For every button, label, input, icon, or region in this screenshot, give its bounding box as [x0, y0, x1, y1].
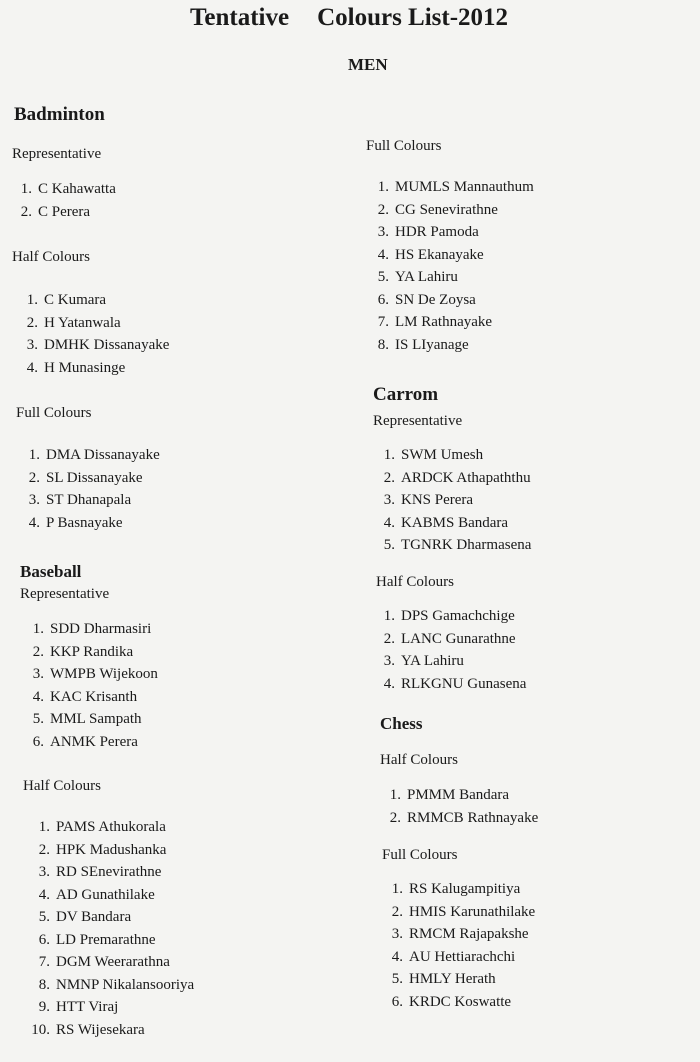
list-item-number: 1. — [391, 881, 403, 897]
list-item-number: 2. — [391, 903, 403, 920]
baseball-half-colours-list — [26, 816, 194, 1041]
list-item-number: 1. — [383, 608, 395, 624]
list-item — [381, 901, 535, 924]
list-item — [373, 650, 526, 673]
list-item — [26, 816, 194, 839]
list-item — [16, 289, 169, 312]
list-item-name: DMHK Dissanayake — [44, 337, 170, 353]
list-item-number: 8. — [38, 976, 50, 993]
list-item-name: YA Lahiru — [401, 653, 464, 669]
list-item — [367, 334, 534, 357]
list-item-name: KRDC Koswatte — [409, 993, 512, 1010]
list-item-number: 3. — [32, 666, 44, 682]
list-item-number: 3. — [391, 926, 403, 942]
list-item-name: DMA Dissanayake — [46, 447, 160, 463]
list-item — [26, 884, 194, 907]
list-item — [367, 221, 534, 244]
list-item-number: 4. — [38, 886, 50, 903]
list-item — [367, 311, 534, 334]
list-item — [16, 334, 169, 357]
list-item-name: C Perera — [38, 203, 91, 220]
list-item-number: 2. — [20, 203, 32, 220]
list-item — [367, 199, 534, 222]
list-item-number: 1. — [38, 819, 50, 835]
list-item-name: AU Hettiarachchi — [409, 948, 516, 965]
list-item-number: 3. — [383, 653, 395, 669]
list-item — [381, 923, 535, 946]
list-item-name: HPK Madushanka — [56, 841, 167, 858]
list-item-number: 4. — [26, 359, 38, 376]
list-item — [10, 201, 116, 224]
list-item — [381, 946, 535, 969]
list-item — [373, 512, 531, 535]
list-item-number: 2. — [383, 469, 395, 486]
list-item — [373, 605, 526, 628]
list-item-number: 2. — [389, 809, 401, 826]
list-item — [26, 1019, 194, 1042]
list-item-name: WMPB Wijekoon — [50, 666, 158, 682]
list-item — [22, 708, 158, 731]
list-item-number: 2. — [28, 469, 40, 486]
baseball-representative-label: Representative — [20, 586, 110, 602]
list-item-number: 1. — [32, 621, 44, 637]
list-item-name: RS Kalugampitiya — [409, 881, 521, 897]
list-item-name: NMNP Nikalansooriya — [56, 976, 195, 993]
list-item — [16, 312, 169, 335]
list-item-name: PMMM Bandara — [407, 787, 510, 803]
list-item-number: 3. — [26, 337, 38, 353]
badminton-full-colours-list — [18, 444, 160, 534]
list-item — [26, 906, 194, 929]
list-item — [22, 731, 158, 754]
list-item — [381, 991, 535, 1014]
list-item-name: YA Lahiru — [395, 269, 458, 285]
list-item-number: 1. — [389, 787, 401, 803]
list-item-number: 4. — [383, 675, 395, 692]
list-item-number: 2. — [38, 841, 50, 858]
list-item-name: MML Sampath — [50, 711, 142, 727]
baseball-half-colours-label: Half Colours — [23, 778, 101, 794]
list-item-name: LM Rathnayake — [395, 314, 493, 330]
list-item-name: SWM Umesh — [401, 447, 484, 463]
list-item-name: SDD Dharmasiri — [50, 621, 152, 637]
list-item-number: 2. — [26, 314, 38, 331]
list-item — [367, 176, 534, 199]
list-item-number: 5. — [391, 971, 403, 987]
list-item-name: ST Dhanapala — [46, 492, 132, 508]
list-item — [16, 357, 169, 380]
baseball-representative-list — [22, 618, 158, 753]
list-item-name: SL Dissanayake — [46, 469, 143, 486]
list-item-number: 8. — [377, 336, 389, 353]
list-item-name: HMLY Herath — [409, 971, 496, 987]
list-item — [367, 266, 534, 289]
list-item-number: 6. — [391, 993, 403, 1010]
list-item-name: HTT Viraj — [56, 999, 119, 1015]
list-item-number: 1. — [26, 292, 38, 308]
list-item — [373, 444, 531, 467]
badminton-half-colours-list — [16, 289, 169, 379]
list-item — [373, 489, 531, 512]
list-item — [26, 839, 194, 862]
list-item-name: KAC Krisanth — [50, 688, 138, 705]
heading-chess: Chess — [380, 714, 423, 733]
list-item-number: 7. — [377, 314, 389, 330]
carrom-representative-list — [373, 444, 531, 557]
list-item-number: 6. — [32, 733, 44, 750]
baseball-full-colours-list — [367, 176, 534, 356]
list-item-number: 2. — [32, 643, 44, 660]
list-item — [373, 467, 531, 490]
list-item-name: DV Bandara — [56, 909, 132, 925]
list-item-name: C Kumara — [44, 292, 107, 308]
list-item-name: RD SEnevirathne — [56, 864, 162, 880]
list-item-name: IS LIyanage — [395, 336, 469, 353]
list-item-name: LANC Gunarathne — [401, 630, 516, 647]
list-item-name: DGM Weerarathna — [56, 954, 170, 970]
badminton-half-colours-label: Half Colours — [12, 249, 90, 265]
list-item-name: MUMLS Mannauthum — [395, 179, 534, 195]
list-item-name: ANMK Perera — [50, 733, 138, 750]
list-item-name: TGNRK Dharmasena — [401, 537, 532, 553]
list-item-number: 2. — [377, 201, 389, 218]
list-item-name: KABMS Bandara — [401, 514, 509, 531]
list-item-number: 1. — [383, 447, 395, 463]
list-item-name: HMIS Karunathilake — [409, 903, 536, 920]
chess-full-colours-list — [381, 878, 535, 1013]
list-item-number: 4. — [391, 948, 403, 965]
list-item — [381, 878, 535, 901]
list-item-name: DPS Gamachchige — [401, 608, 515, 624]
page-title — [190, 4, 508, 32]
list-item — [22, 618, 158, 641]
list-item-name: HDR Pamoda — [395, 224, 479, 240]
heading-badminton: Badminton — [14, 104, 105, 125]
list-item-number: 6. — [377, 291, 389, 308]
baseball-full-colours-label: Full Colours — [366, 138, 442, 154]
list-item — [18, 444, 160, 467]
list-item-number: 9. — [38, 999, 50, 1015]
list-item — [18, 489, 160, 512]
list-item — [26, 929, 194, 952]
badminton-representative-list — [10, 178, 116, 223]
heading-carrom: Carrom — [373, 384, 439, 405]
list-item-number: 5. — [32, 711, 44, 727]
list-item-number: 3. — [38, 864, 50, 880]
list-item — [22, 686, 158, 709]
list-item — [26, 996, 194, 1019]
list-item — [18, 512, 160, 535]
list-item — [26, 951, 194, 974]
list-item-number: 3. — [28, 492, 40, 508]
list-item-name: RMCM Rajapakshe — [409, 926, 529, 942]
list-item-number: 5. — [377, 269, 389, 285]
list-item — [10, 178, 116, 201]
list-item-number: 3. — [383, 492, 395, 508]
list-item-name: ARDCK Athapaththu — [401, 469, 531, 486]
title-word-tentative: Tentative — [190, 4, 290, 31]
list-item-number: 4. — [32, 688, 44, 705]
heading-baseball: Baseball — [20, 562, 82, 581]
list-item — [26, 861, 194, 884]
list-item — [379, 807, 538, 830]
list-item-number: 10. — [31, 1021, 50, 1038]
carrom-half-colours-label: Half Colours — [376, 574, 454, 590]
list-item-number: 6. — [38, 931, 50, 948]
list-item-name: H Munasinge — [44, 359, 126, 376]
list-item-name: RMMCB Rathnayake — [407, 809, 539, 826]
title-colours-list: Colours List-2012 — [317, 4, 509, 31]
list-item-name: KNS Perera — [401, 492, 474, 508]
list-item-name: C Kahawatta — [38, 181, 116, 197]
list-item-name: KKP Randika — [50, 643, 134, 660]
chess-half-colours-label: Half Colours — [380, 752, 458, 768]
list-item-name: AD Gunathilake — [56, 886, 155, 903]
list-item — [22, 663, 158, 686]
list-item-name: RLKGNU Gunasena — [401, 675, 527, 692]
badminton-representative-label: Representative — [12, 146, 102, 162]
list-item-name: LD Premarathne — [56, 931, 156, 948]
list-item-name: RS Wijesekara — [56, 1021, 145, 1038]
list-item-number: 4. — [28, 514, 40, 531]
list-item — [373, 673, 526, 696]
chess-full-colours-label: Full Colours — [382, 847, 458, 863]
list-item — [373, 534, 531, 557]
list-item-number: 1. — [377, 179, 389, 195]
list-item-name: CG Senevirathne — [395, 201, 498, 218]
list-item-number: 5. — [383, 537, 395, 553]
chess-half-colours-list — [379, 784, 538, 829]
list-item — [379, 784, 538, 807]
list-item — [381, 968, 535, 991]
list-item-number: 4. — [377, 246, 389, 263]
list-item-number: 4. — [383, 514, 395, 531]
list-item — [22, 641, 158, 664]
list-item — [367, 289, 534, 312]
carrom-half-colours-list — [373, 605, 526, 695]
list-item-name: H Yatanwala — [44, 314, 121, 331]
list-item-name: HS Ekanayake — [395, 246, 484, 263]
list-item-number: 1. — [28, 447, 40, 463]
list-item — [373, 628, 526, 651]
list-item-name: SN De Zoysa — [395, 291, 476, 308]
list-item-name: P Basnayake — [46, 514, 123, 531]
list-item-number: 2. — [383, 630, 395, 647]
list-item-number: 5. — [38, 909, 50, 925]
badminton-full-colours-label: Full Colours — [16, 405, 92, 421]
list-item-number: 3. — [377, 224, 389, 240]
list-item-name: PAMS Athukorala — [56, 819, 166, 835]
carrom-representative-label: Representative — [373, 413, 463, 429]
list-item — [26, 974, 194, 997]
list-item — [367, 244, 534, 267]
section-subtitle-men: MEN — [348, 55, 388, 74]
list-item-number: 7. — [38, 954, 50, 970]
list-item — [18, 467, 160, 490]
list-item-number: 1. — [20, 181, 32, 197]
